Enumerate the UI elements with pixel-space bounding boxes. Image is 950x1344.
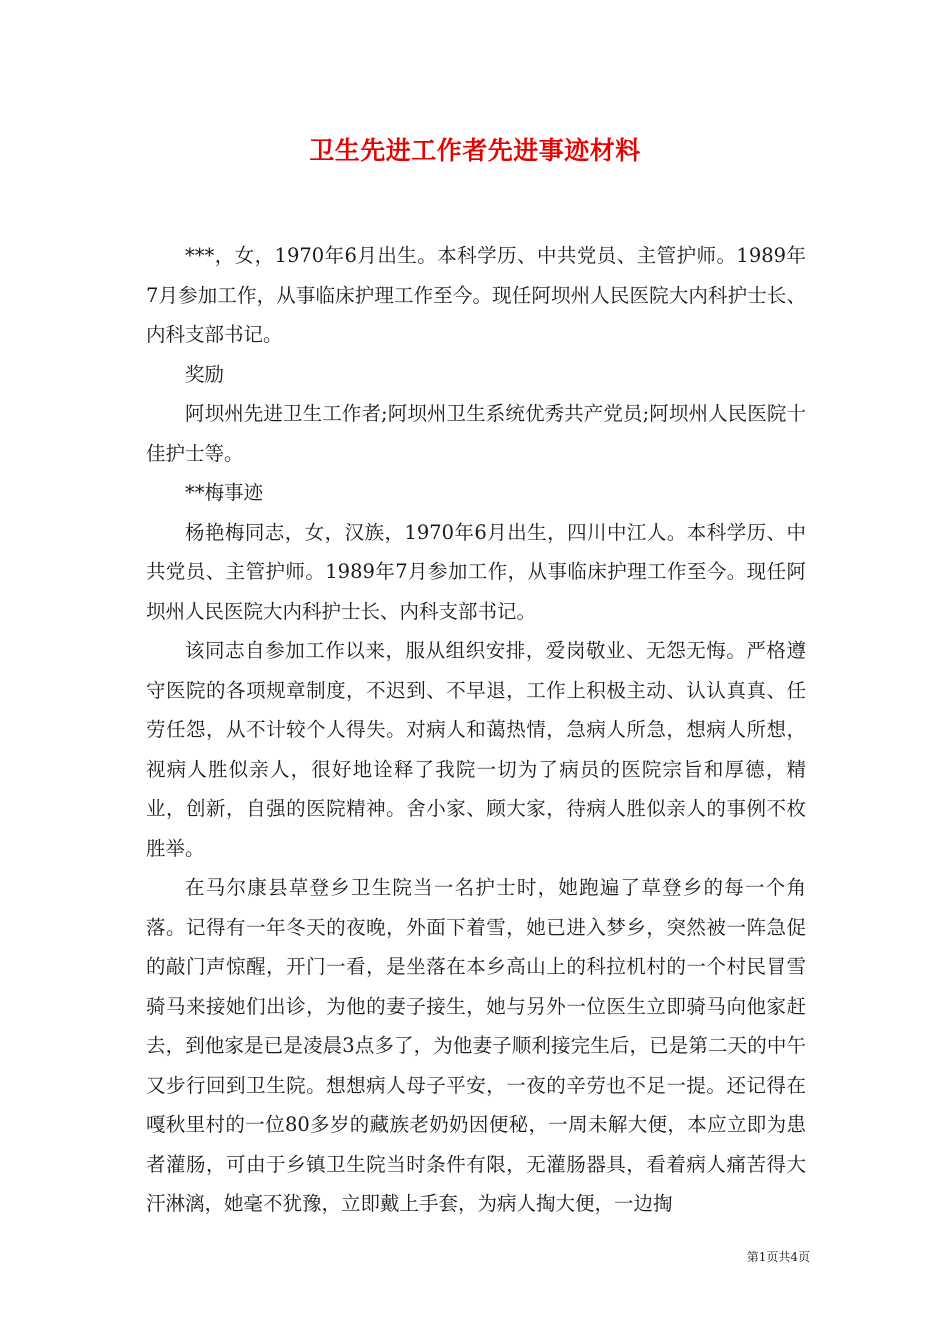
document-title: 卫生先进工作者先进事迹材料 — [309, 136, 641, 165]
paragraph-intro: ***，女，1970年6月出生。本科学历、中共党员、主管护师。1989年7月参加工作，从事临床护理工作至今。现任阿坝州人民医院大内科护士长、内科支部书记。 — [146, 244, 806, 346]
page-number: 第1页共4页 — [746, 1250, 810, 1264]
paragraph-profile: 杨艳梅同志，女，汉族，1970年6月出生，四川中江人。本科学历、中共党员、主管护师。1989年7月参加工作，从事临床护理工作至今。现任阿坝州人民医院大内科护士长、内科支部书记。 — [146, 520, 806, 623]
paragraph-dedication: 该同志自参加工作以来，服从组织安排，爱岗敬业、无怨无悔。严格遵守医院的各项规章制度，不迟到、不早退，工作上积极主动、认认真真、任劳任怨，从不计较个人得失。对病人和蔼热情，急病人所急，想病人所想，视病人胜似亲人，很好地诠释了我院一切为了病员的医院宗旨和厚德，精业，创新，自强的医院精神。舍小家、顾大家，待病人胜似亲人的事例不枚胜举。 — [146, 639, 806, 860]
paragraph-awards-heading: 奖励 — [185, 362, 225, 386]
paragraph-awards: 阿坝州先进卫生工作者;阿坝州卫生系统优秀共产党员;阿坝州人民医院十佳护士等。 — [146, 402, 806, 465]
paragraph-deeds-heading: **梅事迹 — [185, 481, 264, 504]
paragraph-story: 在马尔康县草登乡卫生院当一名护士时，她跑遍了草登乡的每一个角落。记得有一年冬天的夜晚，外面下着雪，她已进入梦乡，突然被一阵急促的敲门声惊醒，开门一看，是坐落在本乡高山上的科拉机村的一个村民冒雪骑马来接她们出诊，为他的妻子接生，她与另外一位医生立即骑马向他家赶去，到他家是已是凌晨3点多了，为他妻子顺利接完生后，已是第二天的中午又步行回到卫生院。想想病人母子平安，一夜的辛劳也不足一提。还记得在嘎秋里村的一位80多岁的藏族老奶奶因便秘，一周未解大便，本应立即为患者灌肠，可由于乡镇卫生院当时条件有限，无灌肠器具，看着病人痛苦得大汗淋漓，她毫不犹豫，立即戴上手套，为病人掏大便，一边掏 — [146, 876, 806, 1215]
document-body — [146, 236, 806, 1224]
